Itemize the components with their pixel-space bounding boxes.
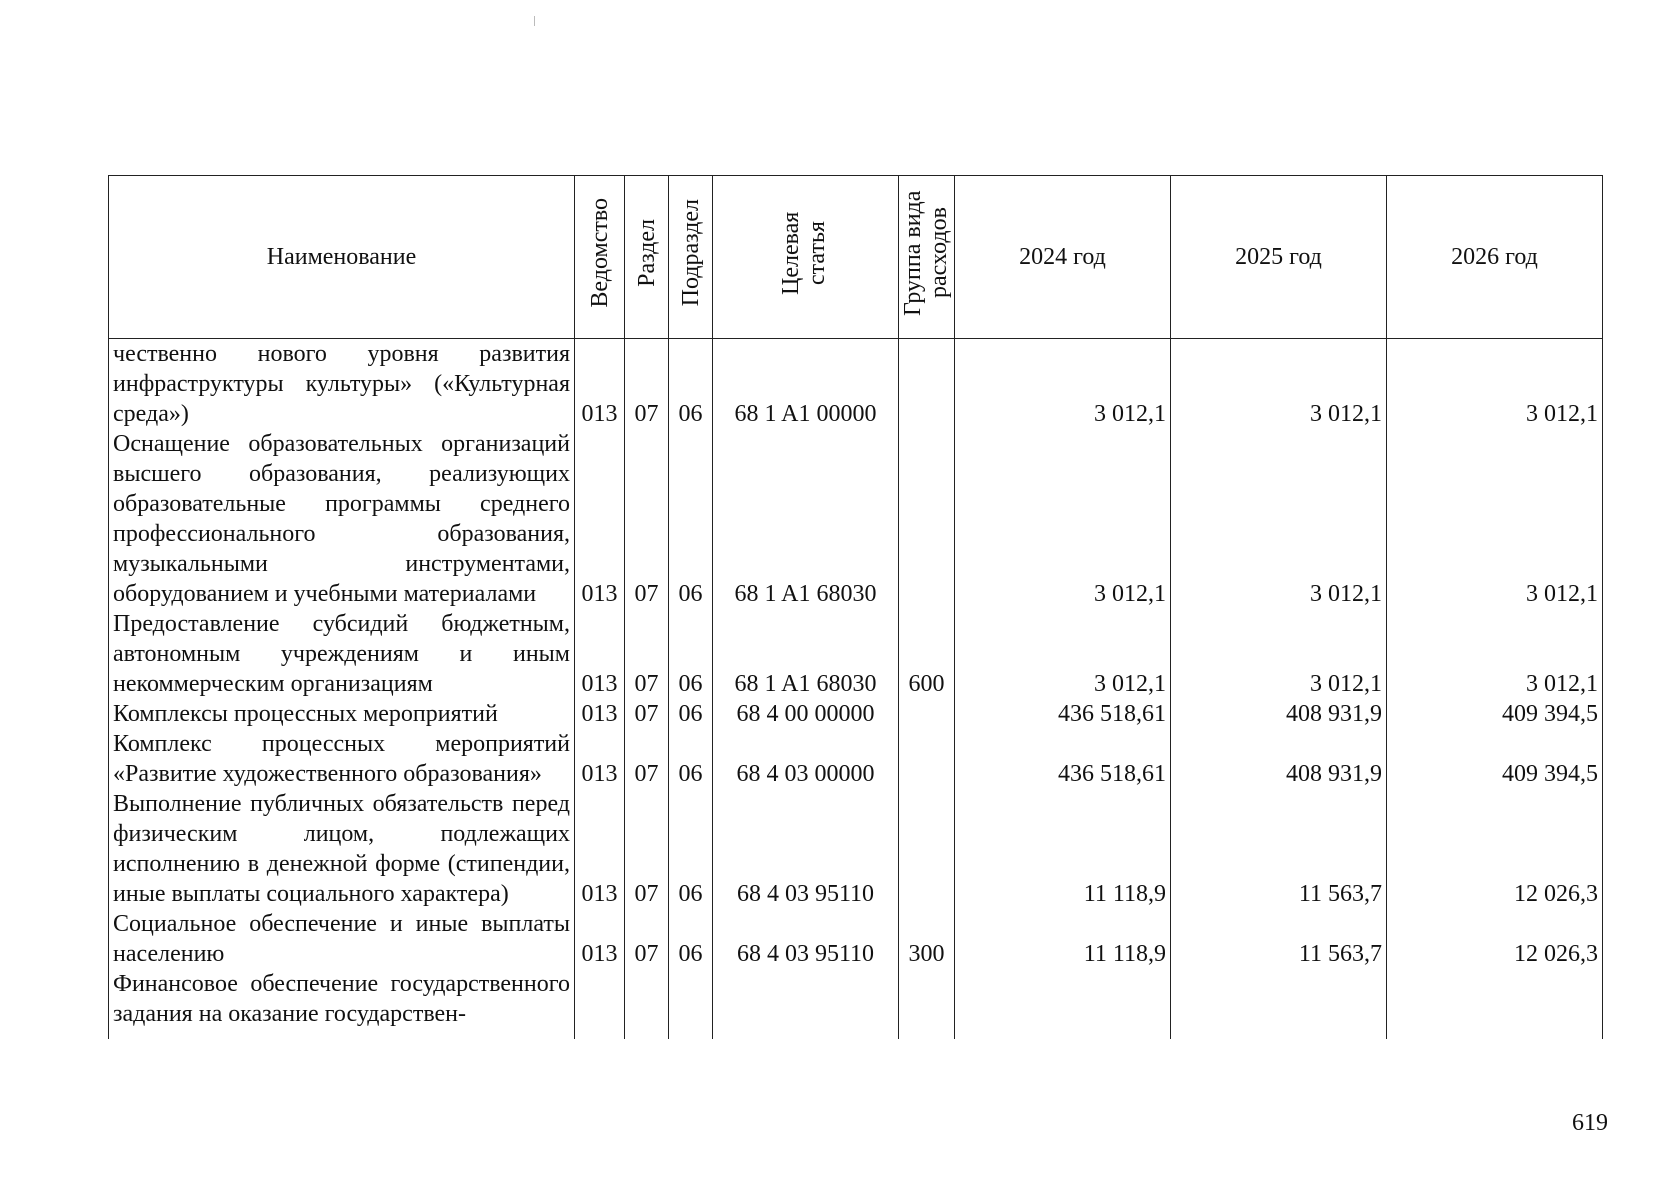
row-2025: 408 931,9 (1171, 729, 1387, 789)
header-podrazdel: Подраздел (669, 176, 713, 339)
row-2026: 3 012,1 (1387, 429, 1603, 609)
row-vid-rashodov (899, 789, 955, 909)
row-2025 (1171, 969, 1387, 1039)
row-razdel (625, 969, 669, 1039)
row-podrazdel: 06 (669, 699, 713, 729)
row-2026: 409 394,5 (1387, 729, 1603, 789)
row-vedomstvo: 013 (575, 789, 625, 909)
header-2026: 2026 год (1387, 176, 1603, 339)
row-2025: 3 012,1 (1171, 339, 1387, 430)
row-vedomstvo (575, 969, 625, 1039)
row-celevaya-statya: 68 4 00 00000 (713, 699, 899, 729)
row-name: чественно нового уровня развития инфраструктуры культуры» («Культурная среда») (109, 339, 575, 430)
row-celevaya-statya (713, 969, 899, 1039)
row-name: Социальное обеспечение и иные выплаты населению (109, 909, 575, 969)
row-razdel: 07 (625, 339, 669, 430)
row-name: Оснащение образовательных организаций высшего образования, реализующих образовательные программы среднего профессионального образования, музыкальными инструментами, оборудованием и учебными материалами (109, 429, 575, 609)
header-2024: 2024 год (955, 176, 1171, 339)
row-name: Выполнение публичных обязательств перед физическим лицом, подлежащих исполнению в денежной форме (стипендии, иные выплаты социального характера) (109, 789, 575, 909)
row-vedomstvo: 013 (575, 729, 625, 789)
row-2026 (1387, 969, 1603, 1039)
row-name: Предоставление субсидий бюджетным, автономным учреждениям и иным некоммерческим организациям (109, 609, 575, 699)
table-row (109, 339, 1603, 430)
row-razdel: 07 (625, 699, 669, 729)
row-2024: 436 518,61 (955, 699, 1171, 729)
table-row (109, 729, 1603, 789)
row-razdel: 07 (625, 909, 669, 969)
row-podrazdel: 06 (669, 429, 713, 609)
row-razdel: 07 (625, 429, 669, 609)
row-celevaya-statya: 68 4 03 95110 (713, 789, 899, 909)
row-vid-rashodov (899, 339, 955, 430)
row-celevaya-statya: 68 1 A1 68030 (713, 609, 899, 699)
table-row (109, 699, 1603, 729)
table-header-row (109, 176, 1603, 339)
header-name: Наименование (109, 176, 575, 339)
row-2026: 3 012,1 (1387, 339, 1603, 430)
header-vedomstvo: Ведомство (575, 176, 625, 339)
row-vid-rashodov: 300 (899, 909, 955, 969)
scan-artifact (534, 16, 535, 26)
row-celevaya-statya: 68 1 A1 68030 (713, 429, 899, 609)
row-vid-rashodov: 600 (899, 609, 955, 699)
row-vedomstvo: 013 (575, 909, 625, 969)
row-razdel: 07 (625, 729, 669, 789)
row-name: Комплексы процессных мероприятий (109, 699, 575, 729)
row-vid-rashodov (899, 699, 955, 729)
row-vedomstvo: 013 (575, 609, 625, 699)
row-2024 (955, 969, 1171, 1039)
row-2025: 3 012,1 (1171, 609, 1387, 699)
row-2024: 436 518,61 (955, 729, 1171, 789)
header-razdel: Раздел (625, 176, 669, 339)
row-vid-rashodov (899, 729, 955, 789)
row-vedomstvo: 013 (575, 429, 625, 609)
header-2025: 2025 год (1171, 176, 1387, 339)
row-podrazdel: 06 (669, 339, 713, 430)
row-vedomstvo: 013 (575, 339, 625, 430)
table-row (109, 909, 1603, 969)
row-celevaya-statya: 68 4 03 95110 (713, 909, 899, 969)
row-podrazdel: 06 (669, 789, 713, 909)
row-name: Комплекс процессных мероприятий «Развитие художественного образования» (109, 729, 575, 789)
row-2026: 3 012,1 (1387, 609, 1603, 699)
row-2025: 408 931,9 (1171, 699, 1387, 729)
row-podrazdel: 06 (669, 609, 713, 699)
table-row (109, 609, 1603, 699)
header-gruppa-vida-rashodov: Группа вида расходов (899, 176, 955, 339)
header-celevaya-statya: Целевая статья (713, 176, 899, 339)
row-2024: 3 012,1 (955, 609, 1171, 699)
row-2024: 11 118,9 (955, 909, 1171, 969)
row-razdel: 07 (625, 609, 669, 699)
row-razdel: 07 (625, 789, 669, 909)
table-row (109, 429, 1603, 609)
table-row (109, 789, 1603, 909)
row-celevaya-statya: 68 4 03 00000 (713, 729, 899, 789)
row-2026: 409 394,5 (1387, 699, 1603, 729)
row-podrazdel: 06 (669, 909, 713, 969)
row-vid-rashodov (899, 969, 955, 1039)
row-2026: 12 026,3 (1387, 789, 1603, 909)
budget-table (108, 175, 1603, 1039)
row-2026: 12 026,3 (1387, 909, 1603, 969)
row-celevaya-statya: 68 1 A1 00000 (713, 339, 899, 430)
row-vid-rashodov (899, 429, 955, 609)
row-2024: 11 118,9 (955, 789, 1171, 909)
row-vedomstvo: 013 (575, 699, 625, 729)
row-podrazdel: 06 (669, 729, 713, 789)
row-2024: 3 012,1 (955, 339, 1171, 430)
page-number: 619 (1572, 1110, 1608, 1136)
row-2025: 3 012,1 (1171, 429, 1387, 609)
row-2025: 11 563,7 (1171, 789, 1387, 909)
row-2024: 3 012,1 (955, 429, 1171, 609)
row-2025: 11 563,7 (1171, 909, 1387, 969)
row-name: Финансовое обеспечение государственного задания на оказание государствен- (109, 969, 575, 1039)
row-podrazdel (669, 969, 713, 1039)
table-row (109, 969, 1603, 1039)
